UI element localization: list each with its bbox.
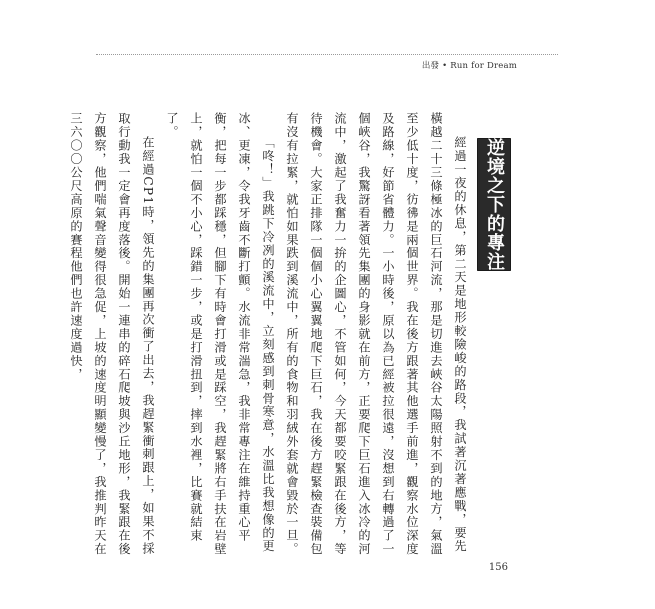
chapter-title-banner — [477, 138, 511, 271]
body-text — [69, 112, 472, 560]
paragraph-1: 經過一夜的休息，第二天是地形較險峻的路段，我試著沉著應戰，要先橫越二十三條極冰的巨石河流，那是切進去峽谷太陽照射不到的地方，氣溫至少低十度，彷彿是兩個世界。我在後方跟著其他選手前進，觀察水位深度及路線，好節省體力。一小時後，原以為已經被拉很遠，沒想到右轉過了一個峽谷，我驚訝看著領先集團的身影就在前方，正要爬下巨石進入冰冷的河流中，激起了我奮力一拚的企圖心，不管如何，今天都要咬緊跟在後方，等待機會。大家正排隊一個個小心翼翼地爬下巨石，我在後方趕緊檢查裝備包有沒有拉緊，就怕如果跌到溪流中，所有的食物和羽絨外套就會毀於一旦。 — [285, 112, 467, 556]
running-head: 出發 • Run for Dream — [421, 61, 517, 71]
header-rule — [96, 54, 558, 55]
chapter-title: 逆境之下的專注 — [484, 138, 505, 271]
page-number: 156 — [488, 562, 508, 573]
paragraph-2: 「咚！」我跳下冷冽的溪流中，立刻感到刺骨寒意，水溫比我想像的更冰、更凍，令我牙齒不斷打顫。水流非常湍急，我非常專注在維持重心平衡，把每一步都踩穩，但腳下有時會打滑或是踩空，我趕緊將右手扶在岩壁上，就怕一個不小心，踩錯一步，或是打滑扭到，摔到水裡，比賽就結束了。 — [165, 112, 275, 556]
paragraph-3: 在經過CP1時，領先的集團再次衝了出去，我趕緊衝刺跟上，如果不採取行動我一定會再度落後。開始一連串的碎石爬坡與沙丘地形，我緊跟在後方觀察，他們喘氣聲音變得很急促，上坡的速度明顯變慢了，我推判昨天在三六〇〇公尺高原的賽程他們也許速度過快， — [69, 112, 155, 556]
